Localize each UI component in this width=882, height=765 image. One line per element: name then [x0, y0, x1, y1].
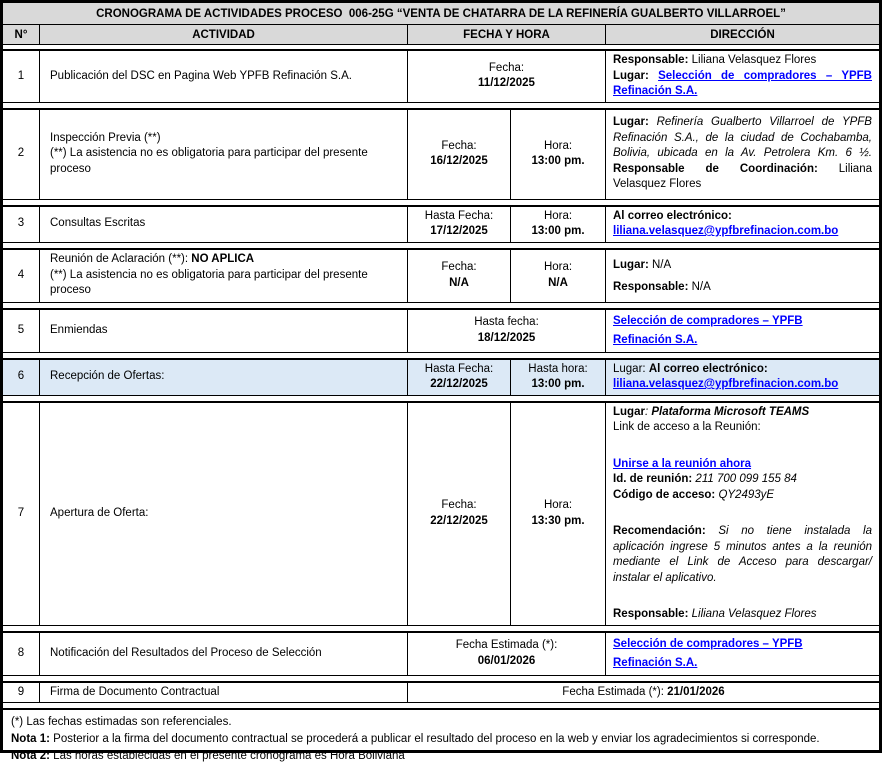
email-label: Al correo electrónico: [613, 209, 732, 222]
row-8-direccion [606, 633, 879, 675]
responsable-value: Liliana Velasquez Flores [688, 54, 817, 66]
fecha-value: 17/12/2025 [430, 225, 488, 237]
direccion-text [613, 53, 872, 100]
meeting-id-label: Id. de reunión: [613, 473, 693, 485]
column-header-num: N° [3, 25, 40, 44]
access-code-label: Código de acceso: [613, 488, 716, 501]
activity-text: Notificación del Resultados del Proceso de Selección [50, 646, 322, 659]
responsable-value: N/A [688, 280, 711, 293]
row-7-direccion [606, 403, 879, 625]
hora-value: N/A [548, 276, 568, 289]
page-title: CRONOGRAMA DE ACTIVIDADES PROCESO 006-25G “VENTA DE CHATARRA DE LA REFINERÍA GUALBERTO VILLARROEL” [3, 3, 879, 25]
note-2-text: Las horas establecidas en el presente cronograma es Hora Boliviana [49, 750, 405, 762]
activity-line-1 [50, 252, 397, 268]
fecha-label: Hasta Fecha: [424, 209, 494, 222]
activity-text: Apertura de Oferta: [50, 506, 149, 519]
column-header-address: DIRECCIÓN [710, 28, 775, 41]
fecha-value: 21/01/2026 [667, 685, 725, 698]
row-7-number: 7 [3, 403, 40, 625]
compradores-link[interactable]: Selección de compradores – YPFB Refinación S.A. [613, 69, 872, 97]
compradores-link[interactable] [613, 635, 872, 673]
note-2 [11, 748, 871, 765]
hora-label: Hora: [543, 261, 573, 273]
lugar-address: Refinería Gualberto Villarroel de YPFB Refinación S.A., de la ciudad de Cochabamba, Bolivia, ubicada en la Av. Petrolera Km. 6 ½. [613, 116, 872, 160]
row-3-activity [40, 207, 408, 242]
activity-pre: Reunión de Aclaración (**): [50, 253, 192, 266]
row-6-number: 6 [3, 360, 40, 395]
footnotes [3, 708, 879, 765]
responsable-label: Responsable: [613, 54, 689, 66]
row-5-number: 5 [3, 310, 40, 352]
fecha-label: Fecha: [441, 499, 477, 511]
row-9-number: 9 [3, 683, 40, 703]
fecha-value: 06/01/2026 [477, 654, 536, 667]
row-4-hora-cell [511, 250, 606, 302]
activity-line-2: (**) La asistencia no es obligatoria para participar del presente proceso [50, 147, 368, 175]
access-code-value: QY2493yE [715, 488, 775, 501]
hora-value: 13:30 pm. [531, 514, 585, 527]
row-2-hora-cell [511, 110, 606, 199]
row-6-hora-cell [511, 360, 606, 395]
fecha-label: Hasta fecha: [474, 316, 539, 328]
activity-line-1: Inspección Previa (**) [50, 131, 161, 144]
table-row-7 [3, 401, 879, 626]
meeting-id-value: 211 700 099 155 84 [692, 473, 797, 485]
activity-text: Enmiendas [50, 323, 108, 336]
lugar-label: Lugar: [613, 116, 657, 129]
meeting-group [613, 457, 872, 504]
fecha-value: 18/12/2025 [477, 331, 536, 344]
row-8-number: 8 [3, 633, 40, 675]
activity-text: Firma de Documento Contractual [50, 685, 220, 698]
lugar-label: Lugar: [613, 362, 649, 375]
fecha-value: N/A [449, 276, 469, 289]
hora-value: 13:00 pm. [531, 155, 585, 167]
link-line-2: Refinación S.A. [613, 656, 698, 669]
responsable-label: Responsable: [613, 608, 689, 620]
row-4-number: 4 [3, 250, 40, 302]
row-6-direccion [606, 360, 879, 395]
row-4-direccion [606, 250, 879, 302]
teams-platform: Plataforma Microsoft TEAMS [651, 405, 810, 418]
table-row-5 [3, 308, 879, 353]
row-7-activity [40, 403, 408, 625]
table-head [3, 3, 879, 45]
row-1-direccion [606, 51, 879, 102]
row-2-number: 2 [3, 110, 40, 199]
row-6-activity [40, 360, 408, 395]
table-row-8 [3, 631, 879, 676]
column-header-datetime: FECHA Y HORA [408, 25, 606, 44]
responsable-label: Responsable: [613, 280, 689, 293]
note-reference: (*) Las fechas estimadas son referenciales. [11, 716, 232, 728]
fecha-label: Fecha: [488, 61, 525, 74]
link-line-1: Selección de compradores – YPFB [613, 314, 803, 327]
table-row-2 [3, 108, 879, 200]
table-row-6 [3, 358, 879, 396]
row-2-fecha-cell [408, 110, 511, 199]
row-8-fecha-cell [408, 633, 606, 675]
row-3-direccion [606, 207, 879, 242]
row-5-direccion [606, 310, 879, 352]
responsable-value: Liliana Velasquez Flores [688, 608, 817, 620]
note-2-label: Nota 2: [11, 750, 50, 762]
lugar-line [613, 362, 872, 378]
fecha-value: 22/12/2025 [430, 378, 488, 390]
recommendation-text: Si no tiene instalada la aplicación ingrese 5 minutos antes a la reunión mediante el Link de Acceso para descargar/ instalar el aplicativo. [613, 525, 872, 584]
table-row-1 [3, 49, 879, 103]
coordinacion-label: Responsable de Coordinación: [613, 162, 839, 175]
fecha-label: Fecha Estimada (*): [562, 685, 668, 698]
lugar-label: Lugar [613, 405, 645, 418]
activity-text: Consultas Escritas [50, 217, 146, 230]
fecha-value: 16/12/2025 [430, 155, 488, 167]
join-line [613, 457, 872, 473]
table-row-4 [3, 248, 879, 303]
hora-label: Hasta hora: [528, 362, 588, 375]
row-5-activity [40, 310, 408, 352]
row-3-hora-cell [511, 207, 606, 242]
lugar-line [613, 254, 872, 276]
email-label: Al correo electrónico: [648, 362, 768, 375]
join-meeting-link[interactable]: Unirse a la reunión ahora [613, 457, 752, 470]
note-1-text: Posterior a la firma del documento contractual se procederá a publicar el resultado del proceso en la web y enviar los agradecimientos si corresponde. [49, 733, 820, 745]
lugar-line [613, 405, 872, 421]
responsable-line [613, 276, 872, 298]
direccion-text [613, 115, 872, 193]
note-1 [11, 731, 871, 748]
fecha-label: Fecha Estimada (*): [455, 639, 558, 651]
row-8-activity [40, 633, 408, 675]
table-row-3 [3, 205, 879, 243]
note-1-label: Nota 1: [11, 733, 50, 745]
row-2-direccion [606, 110, 879, 199]
column-header-activity: ACTIVIDAD [40, 25, 408, 44]
hora-value: 13:00 pm. [531, 225, 585, 237]
hora-label: Hora: [543, 209, 573, 222]
lugar-label: Lugar: [613, 258, 649, 271]
email-link[interactable]: liliana.velasquez@ypfbrefinacion.com.bo [613, 225, 839, 237]
row-7-hora-cell [511, 403, 606, 625]
row-1-activity [40, 51, 408, 102]
activity-text: Publicación del DSC en Pagina Web YPFB Refinación S.A. [50, 69, 352, 82]
email-link[interactable]: liliana.velasquez@ypfbrefinacion.com.bo [613, 378, 839, 390]
fecha-line [562, 685, 724, 701]
row-7-fecha-cell [408, 403, 511, 625]
column-header-row [3, 25, 879, 44]
hora-value: 13:00 pm. [531, 378, 585, 390]
coordinacion-value: Liliana Velasquez Flores [613, 162, 872, 191]
no-aplica-text: NO APLICA [191, 253, 255, 266]
access-code-line [613, 488, 872, 504]
row-9-activity [40, 683, 408, 703]
table-row-9 [3, 681, 879, 704]
fecha-label: Hasta Fecha: [424, 362, 494, 375]
recommendation-label: Recomendación: [613, 525, 706, 537]
row-4-fecha-cell [408, 250, 511, 302]
meeting-id-line [613, 472, 872, 488]
fecha-label: Fecha: [441, 139, 477, 152]
activity-line-2: (**) La asistencia no es obligatoria para participar del presente proceso [50, 268, 368, 297]
row-3-number: 3 [3, 207, 40, 242]
fecha-value: 11/12/2025 [478, 77, 535, 90]
compradores-link[interactable] [613, 312, 872, 350]
recommendation-paragraph [613, 524, 872, 586]
responsable-line [613, 607, 872, 623]
row-2-activity [40, 110, 408, 199]
link-access-line: Link de acceso a la Reunión: [613, 421, 761, 433]
hora-label: Hora: [543, 499, 573, 511]
link-line-1: Selección de compradores – YPFB [613, 637, 803, 650]
activity-text: Recepción de Ofertas: [50, 370, 165, 383]
row-5-fecha-cell [408, 310, 606, 352]
row-6-fecha-cell [408, 360, 511, 395]
row-9-fecha-cell [408, 683, 879, 703]
row-1-number: 1 [3, 51, 40, 102]
hora-label: Hora: [543, 139, 573, 152]
row-3-fecha-cell [408, 207, 511, 242]
lugar-separator: : [644, 405, 652, 418]
row-1-fecha-cell [408, 51, 606, 102]
fecha-label: Fecha: [441, 261, 477, 273]
teams-group [613, 405, 872, 436]
link-line-2: Refinación S.A. [613, 333, 698, 346]
fecha-value: 22/12/2025 [430, 514, 488, 527]
row-4-activity [40, 250, 408, 302]
lugar-label: Lugar: [613, 69, 659, 82]
lugar-value: N/A [648, 258, 672, 271]
